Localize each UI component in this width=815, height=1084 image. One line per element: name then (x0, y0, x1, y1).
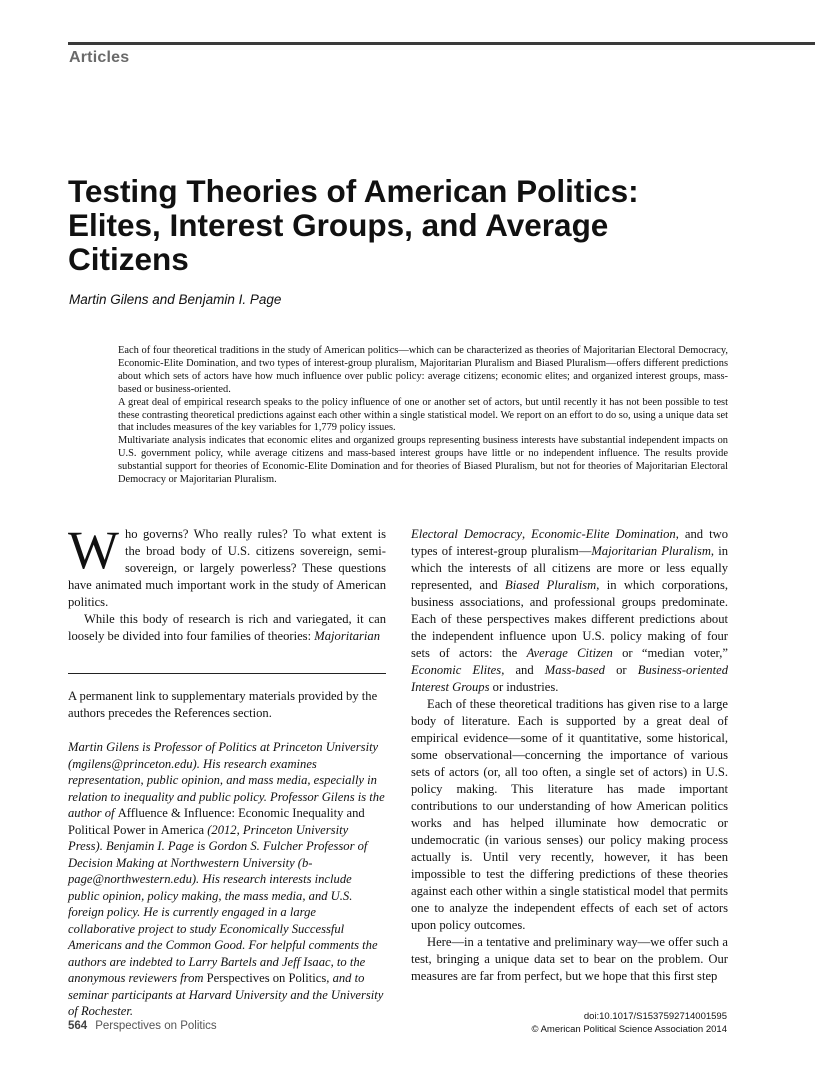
journal-name: Perspectives on Politics (95, 1020, 217, 1032)
text-segment: or industries. (492, 680, 559, 694)
abstract-paragraph-2: A great deal of empirical research speaks to the policy influence of one or another set of actors, but until recently it has not been possible to test these contrasting theoretical predictions against each other within a single statistical model. We report on an effort to do so, using a unique data set that includes measures of the key variables for 1,779 policy issues. (118, 396, 728, 434)
page-footer-right (531, 1010, 727, 1036)
text-segment: , (521, 527, 526, 541)
page-footer-left (68, 1020, 217, 1032)
bio-book-title: Affluence & Influence: Economic Inequality and Political Power in America (68, 806, 365, 837)
article-title (68, 174, 748, 276)
body-paragraph-1 (68, 520, 386, 611)
doi-link[interactable]: doi:10.1017/S1537592714001595 (583, 1011, 727, 1022)
term-economic-elite-domination: Economic-Elite Domination (531, 527, 676, 541)
term-majoritarian-pluralism: Majoritarian Pluralism (591, 544, 711, 558)
term-business-oriented-groups: Business-oriented Interest Groups (411, 663, 728, 694)
body-paragraph-1-text: ho governs? Who really rules? To what extent is the broad body of U.S. citizens sovereign, semi-sovereign, or largely powerless? These questions have animated much important work in the study of American politics. (68, 527, 386, 609)
body-column-right (411, 526, 728, 985)
body-column-left (68, 520, 386, 645)
term-average-citizen: Average Citizen (526, 646, 613, 660)
section-label: Articles (69, 49, 130, 66)
page-number: 564 (68, 1020, 88, 1032)
bio-text-a: Martin Gilens is Professor of Politics at Princeton University (mgilens@princeton.edu). His research examines representation, public opinion, and mass media, especially in relation to inequality and public policy. Professor Gilens is the author of (68, 740, 385, 820)
text-segment: , in which corporations, business associations, and professional groups predominate. Each of these perspectives makes different predictions about the independent influence upon U.S. policy making of four sets of actors: the (411, 578, 728, 660)
text-segment: or “median voter,” (622, 646, 728, 660)
text-segment: or (616, 663, 627, 677)
drop-cap: W (68, 520, 119, 580)
term-biased-pluralism: Biased Pluralism (505, 578, 597, 592)
body-paragraph-2-text: While this body of research is rich and variegated, it can loosely be divided into four families of theories: (68, 612, 386, 643)
author-bio-note (68, 739, 386, 1020)
body-paragraph-2 (68, 611, 386, 645)
term-electoral-democracy: Electoral Democracy (411, 527, 522, 541)
body-paragraph-4: Each of these theoretical traditions has given rise to a large body of literature. Each is supported by a great deal of empirical evidence—some of it quantitative, some historical, some observational—concerning the importance of various sets of actors (or, all too often, a single set of actors) in U.S. policy making. This literature has made important contributions to our understanding of how American politics works and has helped illuminate how democratic or undemocratic (in various senses) our policy making process actually is. Until very recently, however, it has been impossible to test the differing predictions of these theories against each other within a single statistical model that permits one to analyze the independent effects of each set of actors upon policy outcomes. (411, 697, 728, 932)
body-paragraph-3 (411, 526, 728, 696)
title-line-1: Testing Theories of American Politics: (68, 173, 639, 209)
bio-text-b: (2012, Princeton University Press). Benjamin I. Page is Gordon S. Fulcher Professor of Decision Making at Northwestern University (b-page@northwestern.edu). His research interests include public opinion, policy making, the mass media, and U.S. foreign policy. He is currently engaged in a large collaborative project to study Economically Successful Americans and the Common Good. For helpful comments the authors are indebted to Larry Bartels and Jeff Isaac, to the anonymous reviewers from (68, 822, 378, 985)
header-rule (68, 42, 815, 45)
text-segment: , in which the interests of all citizens are more or less equally represented, and (411, 544, 729, 592)
term-economic-elites: Economic Elites (411, 663, 502, 677)
abstract-paragraph-3: Multivariate analysis indicates that economic elites and organized groups representing business interests have substantial independent impacts on U.S. government policy, while average citizens and mass-based interest groups have little or no independent influence. The results provide substantial support for theories of Economic-Elite Domination and for theories of Biased Pluralism, but not for theories of Majoritarian Electoral Democracy or Majoritarian Pluralism. (118, 435, 728, 486)
body-paragraph-2-emphasis: Majoritarian (314, 629, 381, 643)
text-segment: , and (501, 663, 534, 677)
title-line-2: Elites, Interest Groups, and Average (68, 207, 609, 243)
title-line-3: Citizens (68, 241, 189, 277)
supplement-note: A permanent link to supplementary materials provided by the authors precedes the References section. (68, 689, 378, 720)
footnote-rule (68, 673, 386, 674)
abstract (118, 345, 728, 487)
bio-text-c: , and to seminar participants at Harvard University and the University of Rochester. (68, 971, 384, 1018)
abstract-paragraph-1: Each of four theoretical traditions in the study of American politics—which can be characterized as theories of Majoritarian Electoral Democracy, Economic-Elite Domination, and two types of interest-group pluralism, Majoritarian Pluralism and Biased Pluralism—offers different predictions about which sets of actors have how much influence over public policy: average citizens; economic elites; and organized interest groups, mass-based or business-oriented. (118, 345, 728, 395)
copyright: © American Political Science Association 2014 (531, 1024, 727, 1035)
body-paragraph-5: Here—in a tentative and preliminary way—we offer such a test, bringing a unique data set to bear on the problem. Our measures are far from perfect, but we hope that this first step (411, 935, 728, 983)
article-authors: Martin Gilens and Benjamin I. Page (69, 292, 282, 307)
term-mass-based: Mass-based (544, 663, 605, 677)
text-segment: , and two types of interest-group pluralism— (411, 527, 728, 558)
bio-journal-title: Perspectives on Politics (206, 971, 327, 985)
